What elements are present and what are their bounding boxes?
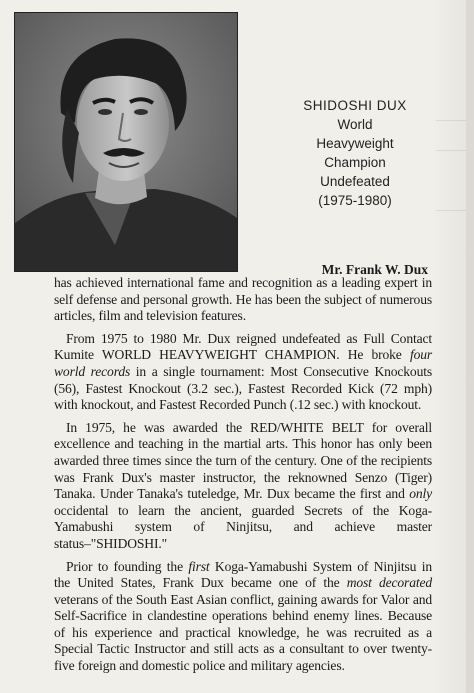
body-paragraph [54, 420, 432, 553]
paragraph-text: In 1975, he was awarded the RED/WHITE BELT for overall excellence and teaching in the martial arts. This honor has only been awarded three times since the turn of the century. One of the recipients was Frank Dux's master instructor, the reknowned Senzo (Tiger) Tanaka. Under Tanaka's tuteledge, Mr. Dux became the first and [54, 419, 432, 502]
emphasis-text: most decorated [346, 575, 432, 591]
paragraph-text: Koga-Yamabushi System of Ninjitsu in the United States, Frank Dux became one of the [54, 558, 432, 591]
emphasis-text: only [409, 486, 432, 502]
paragraph-text: From 1975 to 1980 Mr. Dux reigned undefeated as Full Contact Kumite WORLD HEAVYWEIGHT CHAMPION. He broke [54, 330, 432, 363]
emphasis-text: first [188, 558, 210, 574]
paragraph-text: occidental to learn the ancient, guarded Secrets of the Koga-Yamabushi system of Ninjitsu, and achieve master status–"SHIDOSHI." [54, 502, 432, 551]
caption-line: Champion [324, 155, 386, 170]
paragraph-text: in a single tournament: Most Consecutive Knockouts (56), Fastest Knockout (3.2 sec.), Fastest Recorded Kick (72 mph) with knockout, and Fastest Recorded Punch (.12 sec.) with knockout. [54, 363, 432, 413]
bleed-through-mark [436, 120, 466, 121]
body-paragraph [54, 275, 432, 325]
body-paragraph [54, 559, 432, 675]
caption-name: SHIDOSHI DUX [303, 98, 407, 113]
caption-line: (1975-1980) [318, 193, 392, 208]
photo-caption [270, 96, 440, 210]
article-body [54, 275, 432, 675]
bleed-through-mark [436, 150, 466, 151]
paragraph-text: Prior to founding the [66, 558, 189, 574]
paragraph-text: has achieved international fame and recognition as a leading expert in self defense and personal growth. He has been the subject of numerous articles, film and television features. [54, 275, 432, 324]
emphasis-text: four world records [54, 347, 432, 379]
portrait-photo-image [15, 13, 237, 271]
caption-line: World [337, 117, 373, 132]
portrait-photo [14, 12, 238, 272]
caption-line: Undefeated [320, 174, 390, 189]
paragraph-text: veterans of the South East Asian conflict, gaining awards for Valor and Self-Sacrifice in clandestine operations behind enemy lines. Because of his experience and practical knowledge, he was recruited as a Special Tactic Instructor and still acts as a consultant to over twenty-five foreign and domestic police and military agencies. [54, 591, 432, 674]
author-byline: Mr. Frank W. Dux [321, 262, 428, 277]
body-paragraph [54, 331, 432, 414]
bleed-through-mark [436, 210, 466, 211]
caption-line: Heavyweight [316, 136, 394, 151]
